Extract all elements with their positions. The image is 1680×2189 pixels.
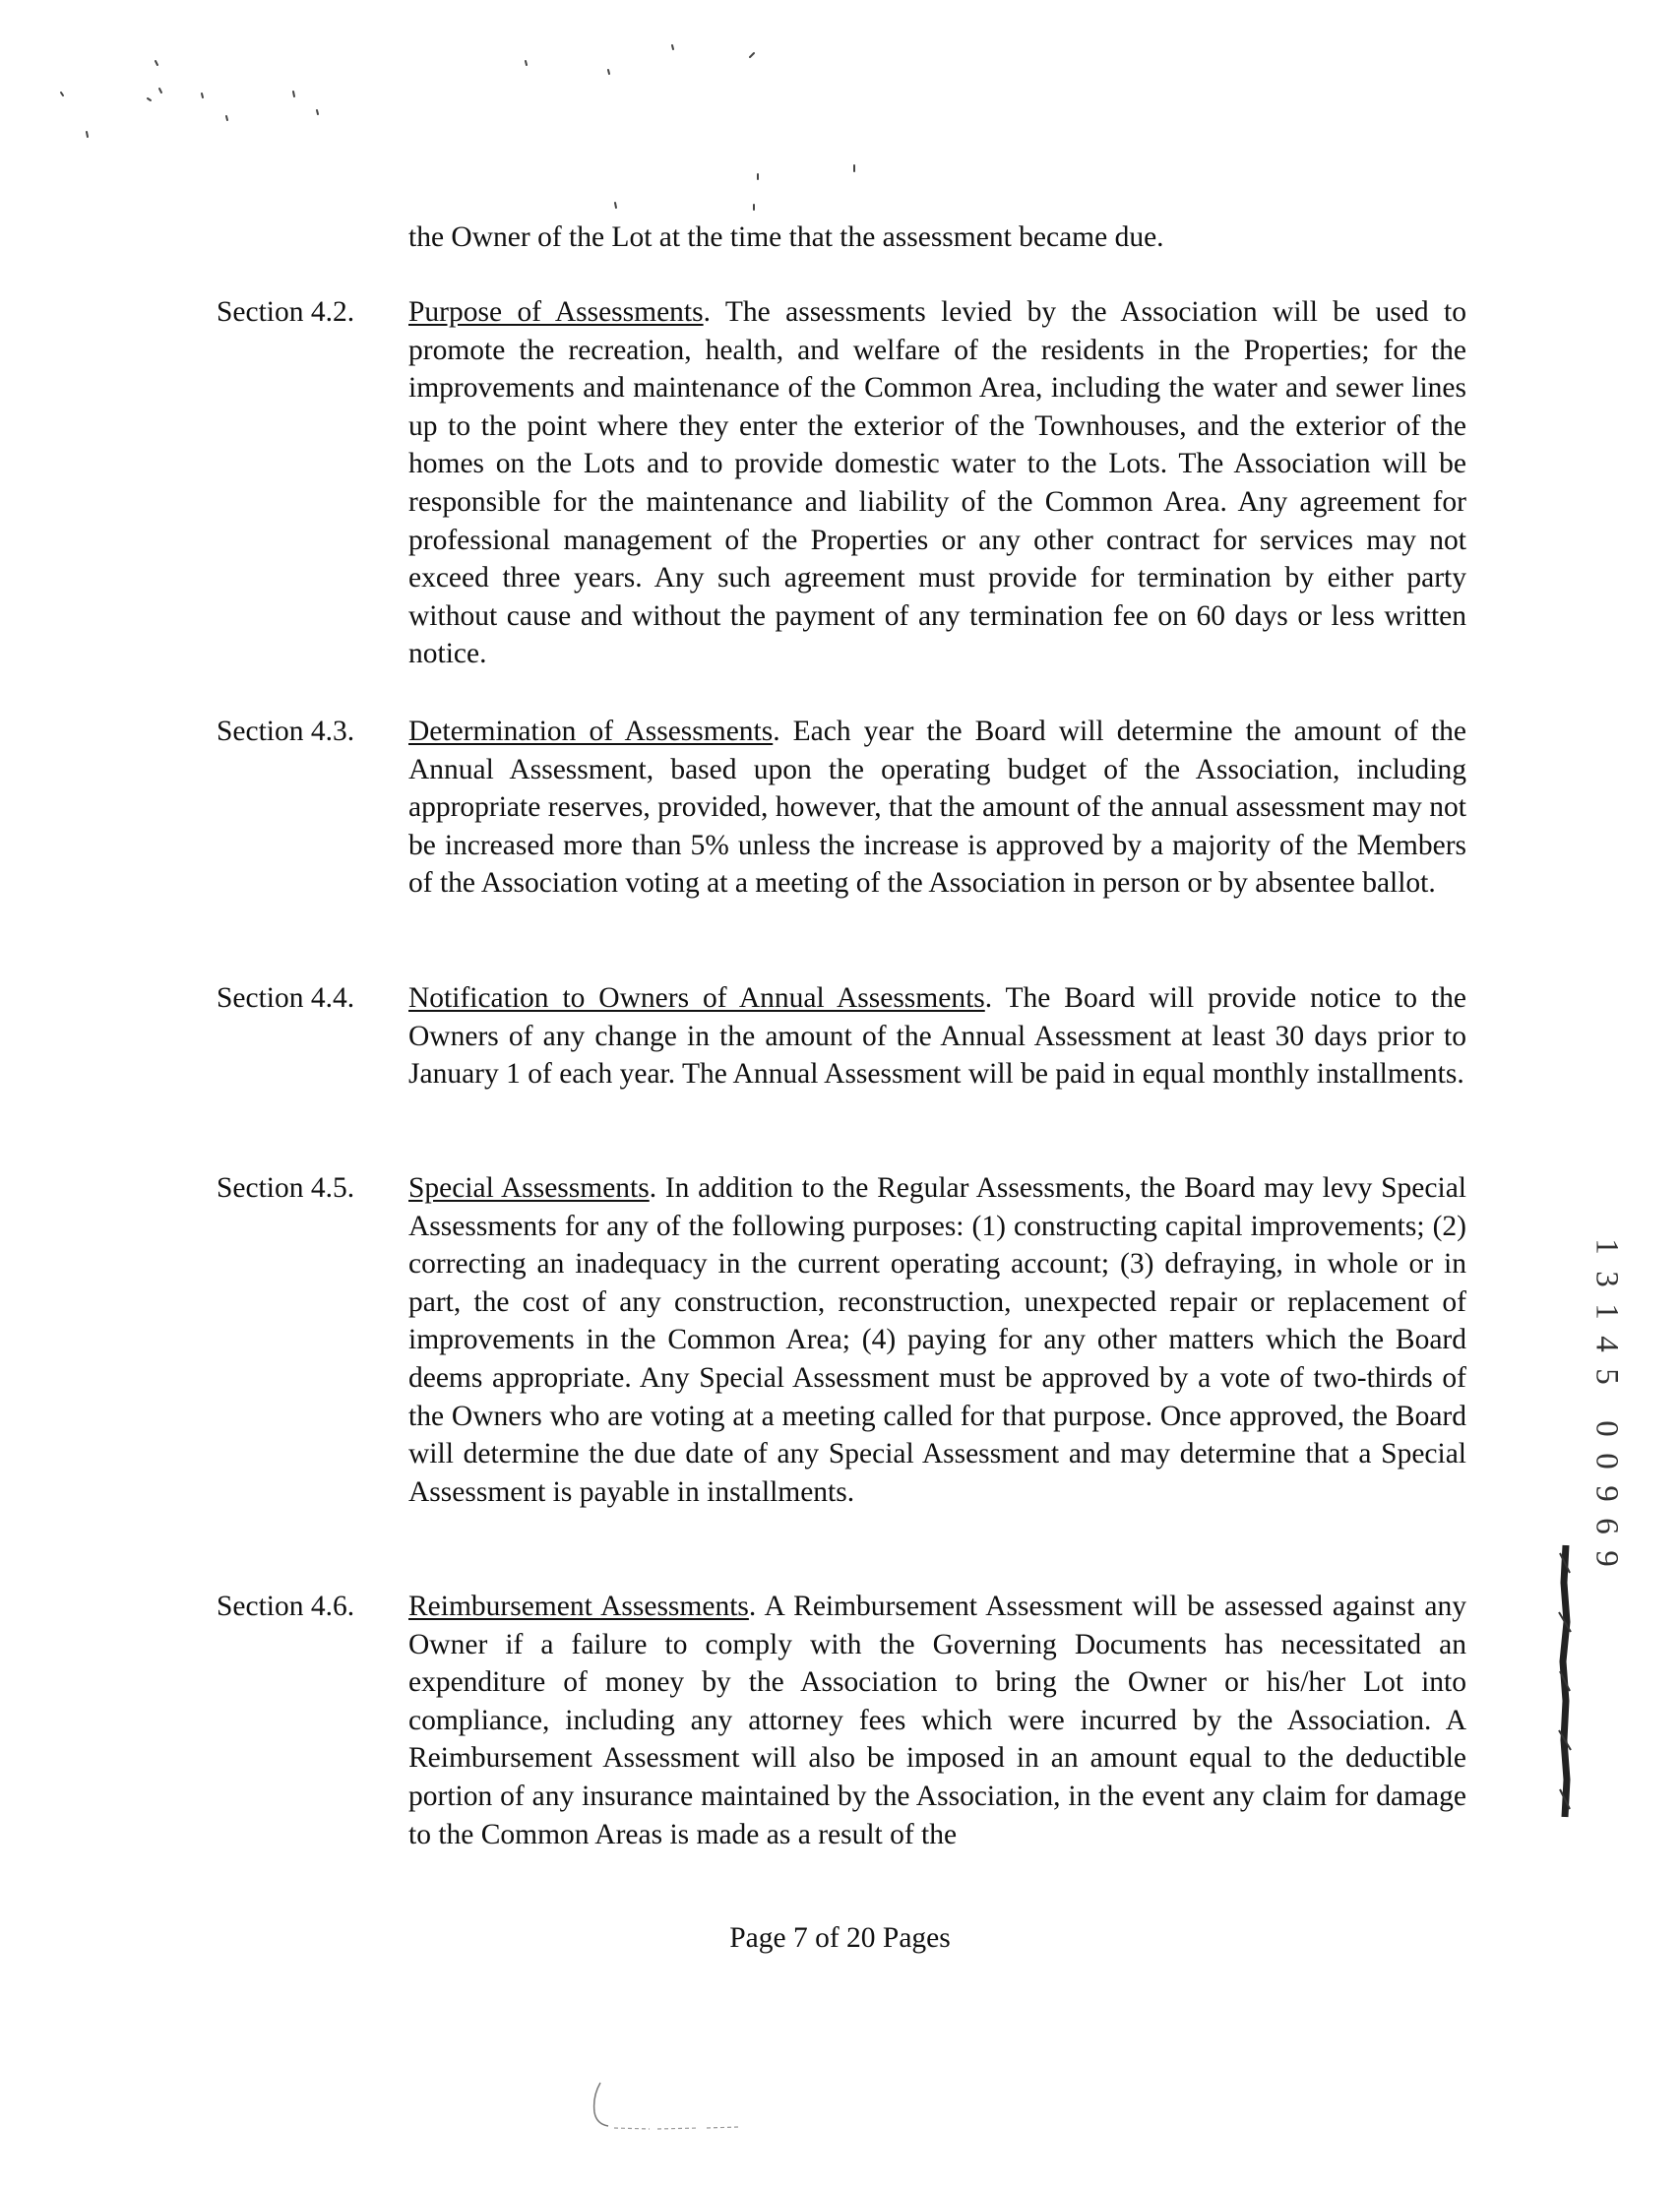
section-4-4 (217, 979, 1466, 1094)
margin-stamp-char: 0 (1588, 1420, 1625, 1437)
margin-stamp-char: 9 (1588, 1550, 1625, 1567)
section-text (408, 293, 1466, 673)
section-heading: Reimbursement Assessments (408, 1591, 749, 1622)
section-4-6 (217, 1588, 1466, 1853)
section-number: Section 4.2. (217, 296, 355, 328)
section-body: . In addition to the Regular Assessments, the Board may levy Special Assessments for any of the following purposes: (1) constructing capital improvements; (2) correcting an inadequacy in the current operating account; (3) defraying, in whole or in part, the cost of any construction, reconstruction, unexpected repair or replacement of improvements in the Common Area; (4) paying for any other matters which the Board deems appropriate. Any Special Assessment must be approved by a vote of two-thirds of the Owners who are voting at a meeting called for that purpose. Once approved, the Board will determine the due date of any Special Assessment and may determine that a Special Assessment is payable in installments. (408, 1172, 1466, 1508)
section-heading: Special Assessments (408, 1172, 650, 1204)
section-text (408, 1169, 1466, 1511)
section-4-3 (217, 713, 1466, 903)
margin-stamp-char: 5 (1588, 1368, 1625, 1385)
section-body: . Each year the Board will determine the amount of the Annual Assessment, based upon the operating budget of the Association, including appropriate reserves, provided, however, that the amount of the annual assessment may not be increased more than 5% unless the increase is approved by a majority of the Members of the Association voting at a meeting of the Association in person or by absentee ballot. (408, 716, 1466, 900)
continuation-text: the Owner of the Lot at the time that the assessment became due. (408, 221, 1164, 253)
section-4-2 (217, 293, 1466, 673)
section-heading: Notification to Owners of Annual Assessments (408, 982, 985, 1014)
section-number: Section 4.3. (217, 716, 355, 747)
page-footer: Page 7 of 20 Pages (729, 1922, 951, 1954)
section-body: . The assessments levied by the Association will be used to promote the recreation, health, and welfare of the residents in the Properties; for the improvements and maintenance of the Common Area, including the water and sewer lines up to the point where they enter the exterior of the Townhouses, and the exterior of the homes on the Lots and to provide domestic water to the Lots. The Association will be responsible for the maintenance and liability of the Common Area. Any agreement for professional management of the Properties or any other contract for services may not exceed three years. Any such agreement must provide for termination by either party without cause and without the payment of any termination fee on 60 days or less written notice. (408, 296, 1466, 670)
margin-stamp-char: 3 (1588, 1271, 1625, 1287)
scan-mark (1552, 1543, 1578, 1819)
margin-stamp-char: 1 (1588, 1238, 1625, 1255)
section-heading: Purpose of Assessments (408, 296, 704, 328)
margin-stamp-char: 1 (1588, 1303, 1625, 1320)
margin-stamp-char: 0 (1588, 1453, 1625, 1470)
section-text (408, 713, 1466, 903)
section-number: Section 4.5. (217, 1172, 355, 1204)
section-number: Section 4.4. (217, 982, 355, 1014)
section-number: Section 4.6. (217, 1591, 355, 1622)
section-text (408, 1588, 1466, 1853)
section-body: . The Board will provide notice to the Owners of any change in the amount of the Annual Assessment at least 30 days prior to January 1 of each year. The Annual Assessment will be paid in equal monthly installments. (408, 982, 1466, 1091)
section-4-5 (217, 1169, 1466, 1511)
margin-stamp-char: 9 (1588, 1485, 1625, 1502)
section-heading: Determination of Assessments (408, 716, 774, 747)
scan-bracket-mark (591, 2077, 748, 2136)
section-body: . A Reimbursement Assessment will be assessed against any Owner if a failure to comply with the Governing Documents has necessitated an expenditure of money by the Association to bring the Owner or his/her Lot into compliance, including any attorney fees which were incurred by the Association. A Reimbursement Assessment will also be imposed in an amount equal to the deductible portion of any insurance maintained by the Association, in the event any claim for damage to the Common Areas is made as a result of the (408, 1591, 1466, 1850)
margin-stamp-char: 4 (1588, 1336, 1625, 1352)
scan-specks (0, 0, 1680, 256)
margin-stamp (1588, 1230, 1625, 1575)
section-text (408, 979, 1466, 1094)
margin-stamp-char: 6 (1588, 1518, 1625, 1534)
margin-stamp-char (1596, 1388, 1616, 1417)
